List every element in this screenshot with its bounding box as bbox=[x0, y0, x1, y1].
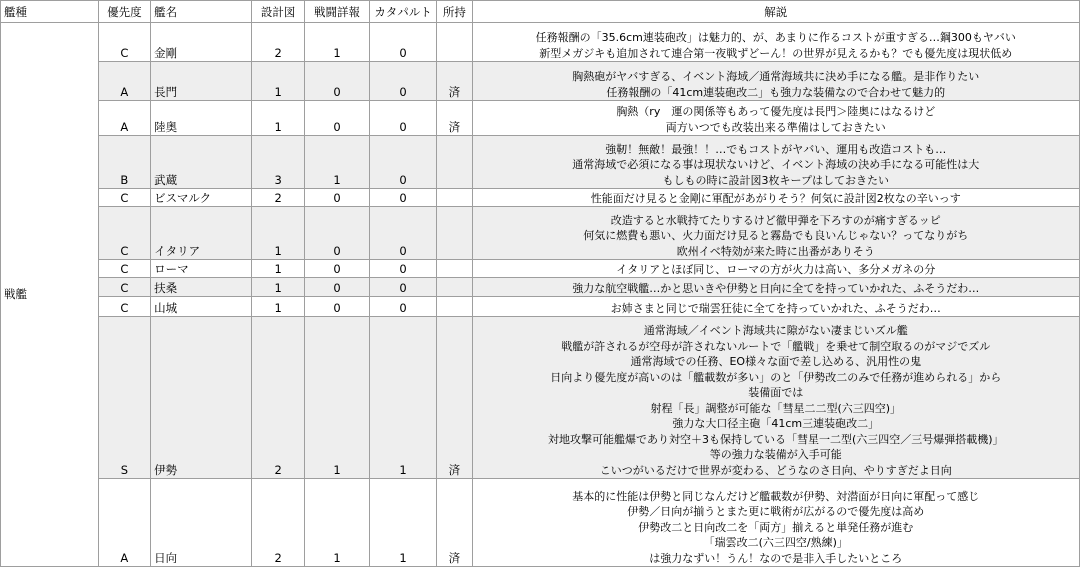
cell-blueprint: 2 bbox=[251, 23, 304, 62]
table-row bbox=[1, 189, 1080, 207]
cell-action-report: 0 bbox=[305, 207, 369, 260]
cell-action-report: 1 bbox=[305, 136, 369, 189]
cell-blueprint: 2 bbox=[251, 189, 304, 207]
cell-action-report: 0 bbox=[305, 260, 369, 278]
comment-line: 「瑞雲改二(六三四空/熟練)」 bbox=[703, 536, 848, 549]
cell-owned bbox=[437, 189, 472, 207]
comment-line: 胸熱（ry 運の関係等もあって優先度は長門＞陸奥にはなるけど bbox=[616, 105, 936, 118]
cell-owned: 済 bbox=[437, 479, 472, 567]
comment-line: 伊勢／日向が揃うとまた更に戦術が広がるので優先度は高め bbox=[627, 505, 925, 518]
cell-blueprint: 3 bbox=[251, 136, 304, 189]
cell-catapult: 1 bbox=[369, 479, 437, 567]
cell-comment bbox=[472, 297, 1079, 317]
cell-ship-name: 金剛 bbox=[151, 23, 252, 62]
header-type: 艦種 bbox=[1, 1, 99, 23]
table-row bbox=[1, 479, 1080, 567]
header-comment: 解説 bbox=[472, 1, 1079, 23]
comment-line: 戦艦が許されるが空母が許されないルートで「艦戦」を乗せて制空取るのがマジでズル bbox=[561, 339, 991, 353]
comment-line: 任務報酬の「41cm連装砲改二」も強力な装備なので合わせて魅力的 bbox=[606, 85, 946, 99]
cell-action-report: 1 bbox=[305, 23, 369, 62]
cell-ship-name: イタリア bbox=[151, 207, 252, 260]
cell-priority: B bbox=[98, 136, 150, 189]
cell-ship-name: ビスマルク bbox=[151, 189, 252, 207]
cell-comment bbox=[472, 207, 1079, 260]
cell-owned bbox=[437, 23, 472, 62]
cell-action-report: 0 bbox=[305, 297, 369, 317]
header-row bbox=[1, 1, 1080, 23]
header-blueprint: 設計図 bbox=[251, 1, 304, 23]
table-body bbox=[1, 23, 1080, 567]
comment-line: お姉さまと同じで瑞雲狂徒に全てを持っていかれた、ふそうだわ… bbox=[610, 301, 941, 315]
cell-owned bbox=[437, 207, 472, 260]
comment-line: 性能面だけ見ると金剛に軍配があがりそう？何気に設計図2枚なの辛いっす bbox=[590, 191, 961, 205]
comment-line: 通常海域での任務、EO様々な面で差し込める、汎用性の鬼 bbox=[630, 355, 922, 368]
cell-catapult: 0 bbox=[369, 62, 437, 101]
cell-blueprint: 1 bbox=[251, 260, 304, 278]
comment-line: 強力な大口径主砲「41cm三連装砲改二」 bbox=[672, 417, 880, 430]
cell-action-report: 1 bbox=[305, 317, 369, 479]
cell-priority: A bbox=[98, 479, 150, 567]
header-owned: 所持 bbox=[437, 1, 472, 23]
comment-line: 新型メガジキも追加されて連合第一夜戦ずどーん！の世界が見えるかも？でも優先度は現状低め bbox=[539, 46, 1013, 60]
comment-line: もしもの時に設計図3枚キープはしておきたい bbox=[662, 173, 889, 187]
cell-ship-name: 扶桑 bbox=[151, 278, 252, 297]
comment-line: は強力なずい！うん！なので是非入手したいところ bbox=[649, 551, 903, 565]
cell-ship-type: 戦艦 bbox=[1, 23, 99, 567]
comment-line: イタリアとほぼ同じ、ローマの方が火力は高い、多分メガネの分 bbox=[616, 262, 936, 276]
comment-line: 射程「長」調整が可能な「彗星二二型(六三四空)」 bbox=[650, 401, 902, 415]
comment-line: 通常海域で必須になる事は現状ないけど、イベント海域の決め手になる可能性は大 bbox=[572, 158, 980, 171]
cell-blueprint: 1 bbox=[251, 101, 304, 136]
cell-catapult: 0 bbox=[369, 297, 437, 317]
cell-comment bbox=[472, 479, 1079, 567]
cell-ship-name: 山城 bbox=[151, 297, 252, 317]
cell-comment bbox=[472, 101, 1079, 136]
cell-owned: 済 bbox=[437, 317, 472, 479]
table-row bbox=[1, 23, 1080, 62]
cell-catapult: 0 bbox=[369, 207, 437, 260]
cell-priority: C bbox=[98, 207, 150, 260]
comment-line: 強力な航空戦艦…かと思いきや伊勢と日向に全てを持っていかれた、ふそうだわ… bbox=[572, 281, 980, 295]
cell-comment bbox=[472, 23, 1079, 62]
comment-line: 基本的に性能は伊勢と同じなんだけど艦載数が伊勢、対潜面が日向に軍配って感じ bbox=[572, 489, 980, 503]
cell-priority: C bbox=[98, 189, 150, 207]
cell-action-report: 1 bbox=[305, 479, 369, 567]
cell-ship-name: 長門 bbox=[151, 62, 252, 101]
table-row bbox=[1, 297, 1080, 317]
comment-line: 装備面では bbox=[748, 386, 804, 399]
cell-owned bbox=[437, 136, 472, 189]
cell-blueprint: 1 bbox=[251, 297, 304, 317]
comment-line: 伊勢改二と日向改二を「両方」揃えると単発任務が進む bbox=[638, 520, 914, 534]
header-name: 艦名 bbox=[151, 1, 252, 23]
table-row bbox=[1, 62, 1080, 101]
comment-line: 胸熱砲がヤバすぎる、イベント海域／通常海域共に決め手になる艦。是非作りたい bbox=[572, 70, 980, 83]
cell-catapult: 0 bbox=[369, 260, 437, 278]
cell-owned bbox=[437, 260, 472, 278]
table-row bbox=[1, 136, 1080, 189]
header-action-report: 戦闘詳報 bbox=[305, 1, 369, 23]
cell-blueprint: 2 bbox=[251, 317, 304, 479]
table-row bbox=[1, 260, 1080, 278]
comment-line: 通常海域／イベント海域共に隙がない凄まじいズル艦 bbox=[643, 324, 908, 337]
cell-owned: 済 bbox=[437, 62, 472, 101]
comment-line: こいつがいるだけで世界が変わる、どうなのさ日向、やりすぎだよ日向 bbox=[599, 463, 952, 477]
cell-owned bbox=[437, 278, 472, 297]
comment-line: 対地攻撃可能艦爆であり対空＋3も保持している「彗星一二型(六三四空／三号爆弾搭載機)」 bbox=[547, 432, 1004, 446]
cell-priority: C bbox=[98, 278, 150, 297]
cell-comment bbox=[472, 136, 1079, 189]
cell-action-report: 0 bbox=[305, 189, 369, 207]
comment-line: 欧州イベ特効が来た時に出番がありそう bbox=[676, 244, 875, 258]
cell-blueprint: 1 bbox=[251, 62, 304, 101]
cell-priority: S bbox=[98, 317, 150, 479]
comment-line: 日向より優先度が高いのは「艦載数が多い」のと「伊勢改二のみで任務が進められる」から bbox=[550, 370, 1002, 384]
cell-action-report: 0 bbox=[305, 278, 369, 297]
comment-line: 何気に燃費も悪い、火力面だけ見ると霧島でも良いんじゃない？ってなりがち bbox=[583, 229, 969, 242]
cell-ship-name: 日向 bbox=[151, 479, 252, 567]
cell-owned bbox=[437, 297, 472, 317]
cell-comment bbox=[472, 62, 1079, 101]
cell-action-report: 0 bbox=[305, 101, 369, 136]
cell-ship-name: ローマ bbox=[151, 260, 252, 278]
comment-line: 両方いつでも改装出来る準備はしておきたい bbox=[665, 120, 886, 134]
cell-priority: C bbox=[98, 297, 150, 317]
cell-blueprint: 1 bbox=[251, 278, 304, 297]
comment-line: 強靭！無敵！最強！！…でもコストがヤバい、運用も改造コストも… bbox=[605, 142, 947, 156]
cell-comment bbox=[472, 317, 1079, 479]
cell-ship-name: 陸奥 bbox=[151, 101, 252, 136]
cell-ship-name: 伊勢 bbox=[151, 317, 252, 479]
cell-comment bbox=[472, 260, 1079, 278]
comment-line: 改造すると水戦持てたりするけど徹甲弾を下ろすのが痛すぎるッピ bbox=[610, 213, 941, 227]
header-priority: 優先度 bbox=[98, 1, 150, 23]
cell-action-report: 0 bbox=[305, 62, 369, 101]
cell-comment bbox=[472, 278, 1079, 297]
cell-catapult: 0 bbox=[369, 23, 437, 62]
cell-priority: C bbox=[98, 260, 150, 278]
header-catapult: カタパルト bbox=[369, 1, 437, 23]
cell-blueprint: 1 bbox=[251, 207, 304, 260]
table-row bbox=[1, 317, 1080, 479]
cell-catapult: 0 bbox=[369, 136, 437, 189]
cell-catapult: 0 bbox=[369, 101, 437, 136]
cell-priority: C bbox=[98, 23, 150, 62]
cell-priority: A bbox=[98, 62, 150, 101]
table-row bbox=[1, 207, 1080, 260]
cell-owned: 済 bbox=[437, 101, 472, 136]
cell-ship-name: 武蔵 bbox=[151, 136, 252, 189]
cell-catapult: 0 bbox=[369, 189, 437, 207]
table-row bbox=[1, 101, 1080, 136]
cell-catapult: 0 bbox=[369, 278, 437, 297]
cell-blueprint: 2 bbox=[251, 479, 304, 567]
table-row bbox=[1, 278, 1080, 297]
cell-catapult: 1 bbox=[369, 317, 437, 479]
comment-line: 等の強力な装備が入手可能 bbox=[709, 448, 842, 461]
cell-comment bbox=[472, 189, 1079, 207]
cell-priority: A bbox=[98, 101, 150, 136]
comment-line: 任務報酬の「35.6cm連装砲改」は魅力的、が、あまりに作るコストが重すぎる…鋼300もヤバい bbox=[535, 31, 1016, 44]
